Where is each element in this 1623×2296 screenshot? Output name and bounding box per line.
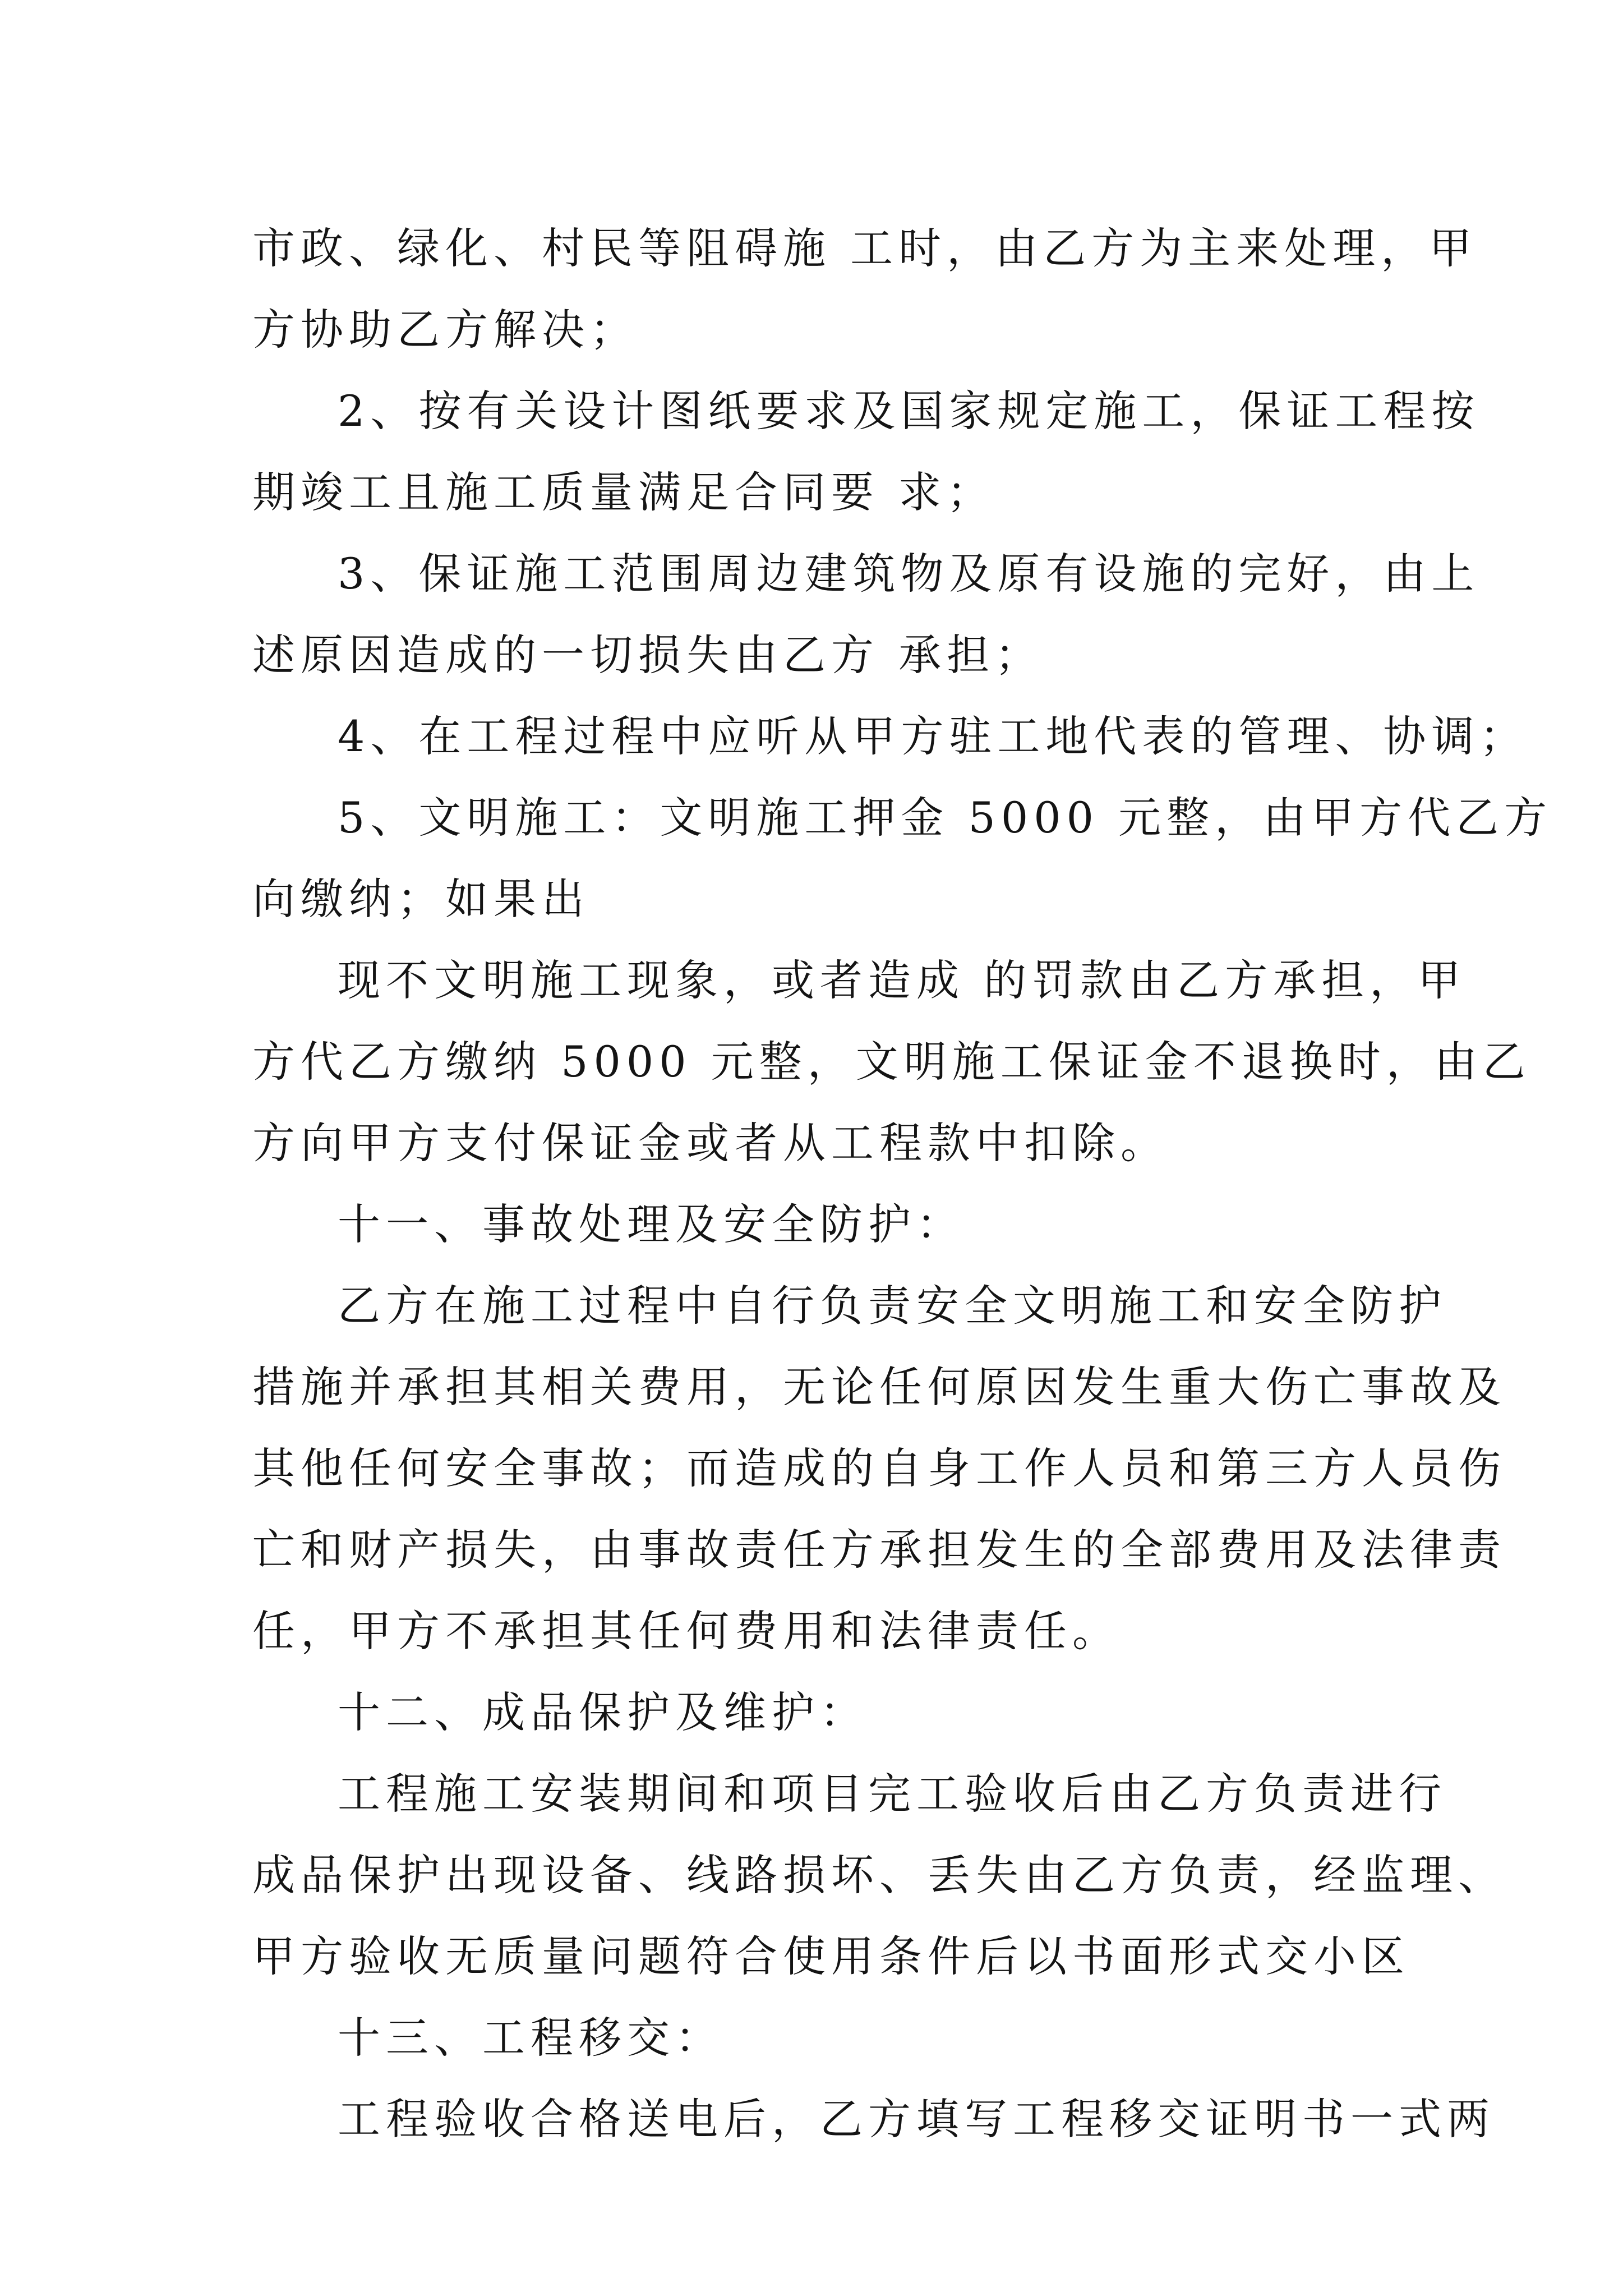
clause-4-line: 4、在工程过程中应听从甲方驻工地代表的管理、协调；	[338, 711, 1528, 761]
text-line: 述原因造成的一切损失由乙方 承担；	[252, 630, 1044, 680]
section-heading-handover: 十三、工程移交：	[338, 2013, 723, 2063]
clause-2-line: 2、按有关设计图纸要求及国家规定施工，保证工程按	[338, 386, 1480, 436]
section-heading-accident: 十一、事故处理及安全防护：	[338, 1199, 965, 1249]
text-line: 工程验收合格送电后，乙方填写工程移交证明书一式两	[338, 2094, 1495, 2144]
text-line: 任，甲方不承担其任何费用和法律责任。	[252, 1606, 1121, 1656]
text-line: 乙方在施工过程中自行负责安全文明施工和安全防护	[338, 1281, 1447, 1331]
text-line: 期竣工且施工质量满足合同要 求；	[252, 467, 995, 517]
clause-5-line: 5、文明施工：文明施工押金 5000 元整，由甲方代乙方	[338, 793, 1553, 843]
text-line: 工程施工安装期间和项目完工验收后由乙方负责进行	[338, 1769, 1447, 1819]
text-line: 向缴纳；如果出	[252, 874, 590, 924]
text-line: 措施并承担其相关费用，无论任何原因发生重大伤亡事故及	[252, 1362, 1506, 1412]
text-line: 亡和财产损失，由事故责任方承担发生的全部费用及法律责	[252, 1525, 1506, 1575]
text-line: 方协助乙方解决；	[252, 305, 638, 355]
text-line: 甲方验收无质量问题符合使用条件后以书面形式交小区	[252, 1931, 1410, 1981]
text-line: 其他任何安全事故；而造成的自身工作人员和第三方人员伤	[252, 1443, 1506, 1493]
text-line: 现不文明施工现象，或者造成 的罚款由乙方承担，甲	[338, 955, 1467, 1005]
text-line: 方代乙方缴纳 5000 元整，文明施工保证金不退换时，由乙	[252, 1037, 1531, 1087]
document-body	[252, 208, 1553, 2160]
section-heading-protection: 十二、成品保护及维护：	[338, 1687, 868, 1737]
text-line: 成品保护出现设备、线路损坏、丢失由乙方负责，经监理、	[252, 1850, 1506, 1900]
clause-3-line: 3、保证施工范围周边建筑物及原有设施的完好，由上	[338, 549, 1480, 599]
text-line: 方向甲方支付保证金或者从工程款中扣除。	[252, 1118, 1169, 1168]
text-line: 市政、绿化、村民等阻碍施 工时，由乙方为主来处理，甲	[252, 223, 1478, 273]
